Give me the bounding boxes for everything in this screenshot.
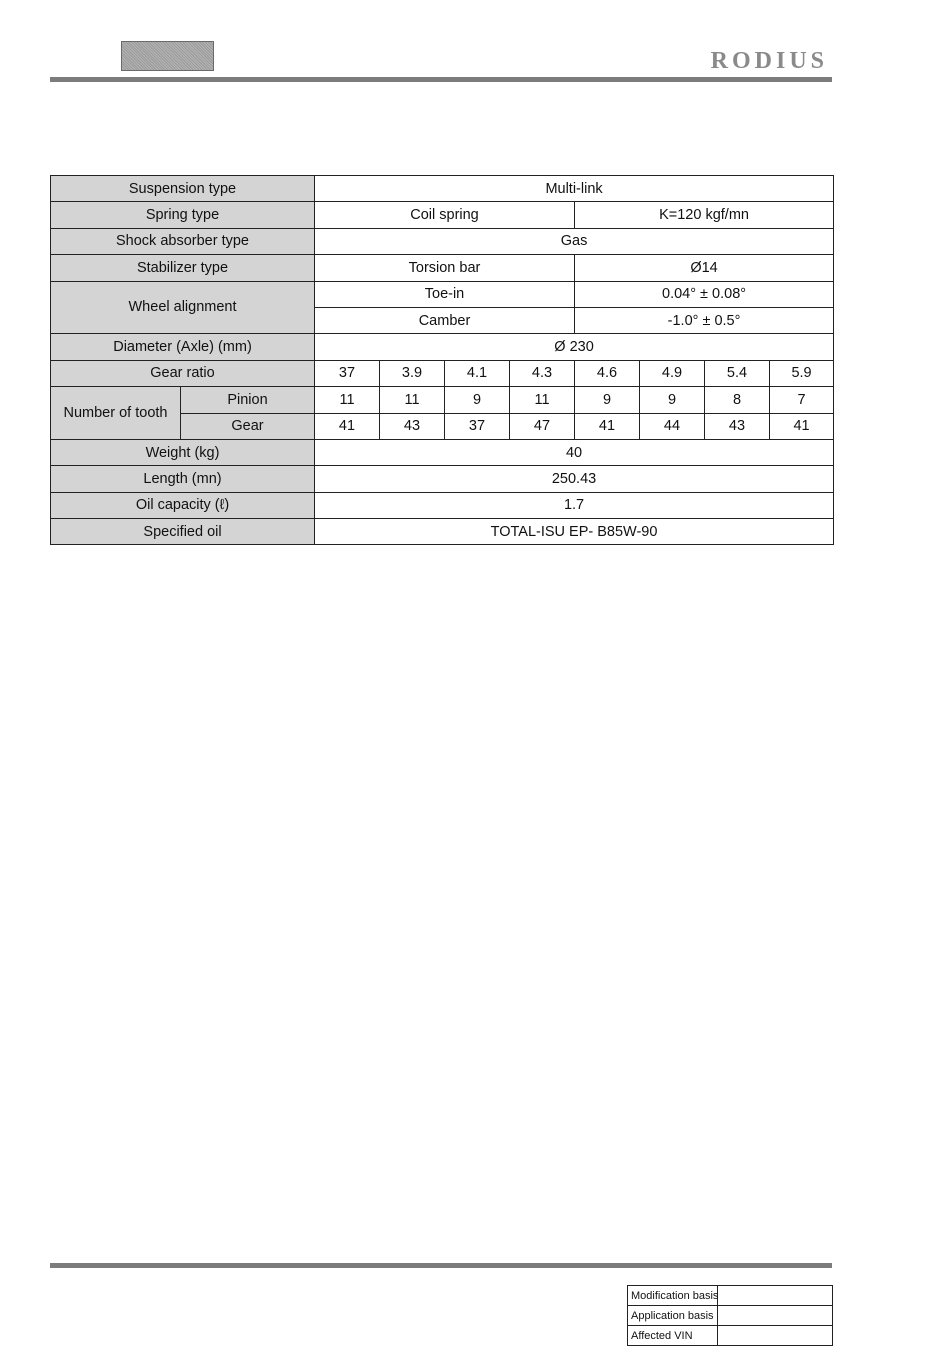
table-row	[628, 1286, 833, 1306]
table-row	[51, 176, 834, 202]
axle-diameter-label: Diameter (Axle) (mm)	[51, 334, 315, 360]
spring-type-label: Spring type	[51, 202, 315, 228]
table-row	[51, 360, 834, 386]
spring-rate-value: K=120 kgf/mn	[575, 202, 834, 228]
gear-ratio-cell: 4.3	[510, 360, 575, 386]
weight-value: 40	[315, 439, 834, 465]
footer-divider	[50, 1263, 832, 1268]
pinion-tooth-cell: 11	[510, 387, 575, 413]
camber-value: -1.0° ± 0.5°	[575, 307, 834, 333]
table-row	[51, 255, 834, 281]
pinion-tooth-cell: 7	[770, 387, 834, 413]
table-row	[51, 466, 834, 492]
specified-oil-label: Specified oil	[51, 519, 315, 545]
gear-ratio-cell: 37	[315, 360, 380, 386]
pinion-tooth-cell: 11	[380, 387, 445, 413]
section-tab-marker	[121, 41, 214, 71]
specified-oil-value: TOTAL-ISU EP- B85W-90	[315, 519, 834, 545]
modification-basis-label: Modification basis	[628, 1286, 718, 1306]
table-row	[51, 281, 834, 307]
length-label: Length (mn)	[51, 466, 315, 492]
table-row	[51, 387, 834, 413]
toe-in-value: 0.04° ± 0.08°	[575, 281, 834, 307]
gear-ratio-cell: 4.9	[640, 360, 705, 386]
application-basis-label: Application basis	[628, 1306, 718, 1326]
shock-absorber-type-value: Gas	[315, 228, 834, 254]
application-basis-value	[718, 1306, 833, 1326]
shock-absorber-type-label: Shock absorber type	[51, 228, 315, 254]
pinion-tooth-cell: 9	[575, 387, 640, 413]
axle-diameter-value: Ø 230	[315, 334, 834, 360]
gear-ratio-cell: 5.9	[770, 360, 834, 386]
stabilizer-type-value: Torsion bar	[315, 255, 575, 281]
gear-tooth-cell: 41	[770, 413, 834, 439]
gear-ratio-label: Gear ratio	[51, 360, 315, 386]
spring-type-value: Coil spring	[315, 202, 575, 228]
gear-tooth-cell: 43	[705, 413, 770, 439]
gear-ratio-cell: 4.1	[445, 360, 510, 386]
stabilizer-diameter-value: Ø14	[575, 255, 834, 281]
stabilizer-type-label: Stabilizer type	[51, 255, 315, 281]
toe-in-label: Toe-in	[315, 281, 575, 307]
header-divider	[50, 77, 832, 82]
gear-tooth-cell: 37	[445, 413, 510, 439]
pinion-tooth-cell: 11	[315, 387, 380, 413]
gear-ratio-cell: 4.6	[575, 360, 640, 386]
gear-label: Gear	[181, 413, 315, 439]
camber-label: Camber	[315, 307, 575, 333]
gear-ratio-cell: 3.9	[380, 360, 445, 386]
table-row	[628, 1326, 833, 1346]
oil-capacity-value: 1.7	[315, 492, 834, 518]
table-row	[51, 492, 834, 518]
gear-tooth-cell: 43	[380, 413, 445, 439]
table-row	[51, 519, 834, 545]
pinion-tooth-cell: 9	[445, 387, 510, 413]
revision-table	[627, 1285, 833, 1346]
table-row	[51, 439, 834, 465]
gear-tooth-cell: 41	[315, 413, 380, 439]
modification-basis-value	[718, 1286, 833, 1306]
suspension-type-label: Suspension type	[51, 176, 315, 202]
weight-label: Weight (kg)	[51, 439, 315, 465]
wheel-alignment-label: Wheel alignment	[51, 281, 315, 334]
gear-tooth-cell: 41	[575, 413, 640, 439]
affected-vin-label: Affected VIN	[628, 1326, 718, 1346]
pinion-tooth-cell: 9	[640, 387, 705, 413]
table-row	[51, 228, 834, 254]
number-of-tooth-label: Number of tooth	[51, 387, 181, 440]
length-value: 250.43	[315, 466, 834, 492]
gear-ratio-cell: 5.4	[705, 360, 770, 386]
oil-capacity-label: Oil capacity (ℓ)	[51, 492, 315, 518]
gear-tooth-cell: 44	[640, 413, 705, 439]
table-row	[51, 334, 834, 360]
suspension-type-value: Multi-link	[315, 176, 834, 202]
pinion-label: Pinion	[181, 387, 315, 413]
table-row	[51, 202, 834, 228]
brand-logo: RODIUS	[710, 48, 828, 74]
rear-axle-spec-table	[50, 175, 834, 545]
table-row	[628, 1306, 833, 1326]
gear-tooth-cell: 47	[510, 413, 575, 439]
pinion-tooth-cell: 8	[705, 387, 770, 413]
affected-vin-value	[718, 1326, 833, 1346]
